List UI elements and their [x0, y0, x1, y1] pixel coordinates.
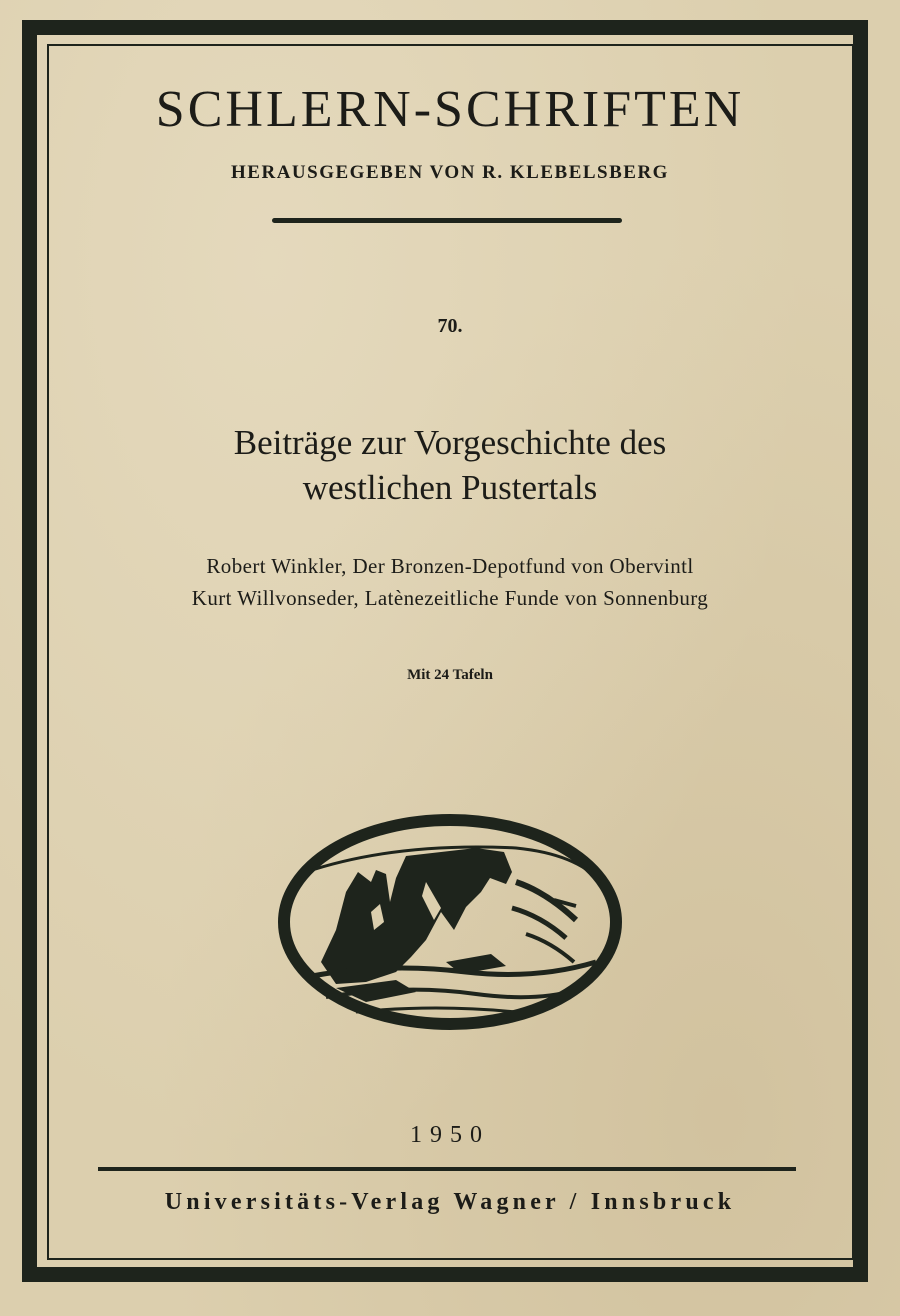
title-line-2: westlichen Pustertals	[302, 468, 598, 507]
editor-line: HERAUSGEGEBEN VON R. KLEBELSBERG	[231, 162, 669, 183]
author-list	[0, 550, 900, 614]
publication-year: 1950	[410, 1122, 490, 1148]
title-line-1: Beiträge zur Vorgeschichte des	[233, 423, 667, 462]
series-title: SCHLERN-SCHRIFTEN	[155, 81, 745, 138]
mountain-emblem-icon	[276, 812, 624, 1032]
publisher-line: Universitäts-Verlag Wagner / Innsbruck	[164, 1189, 736, 1215]
author-line-2: Kurt Willvonseder, Latènezeitliche Funde von Sonnenburg	[191, 586, 709, 610]
inner-border	[47, 44, 854, 1260]
author-line-1: Robert Winkler, Der Bronzen-Depotfund von Obervintl	[206, 554, 694, 578]
volume-number: 70.	[437, 315, 463, 337]
top-divider	[272, 218, 622, 223]
bottom-divider	[98, 1167, 796, 1171]
book-title	[0, 420, 900, 510]
plates-note: Mit 24 Tafeln	[407, 667, 493, 683]
